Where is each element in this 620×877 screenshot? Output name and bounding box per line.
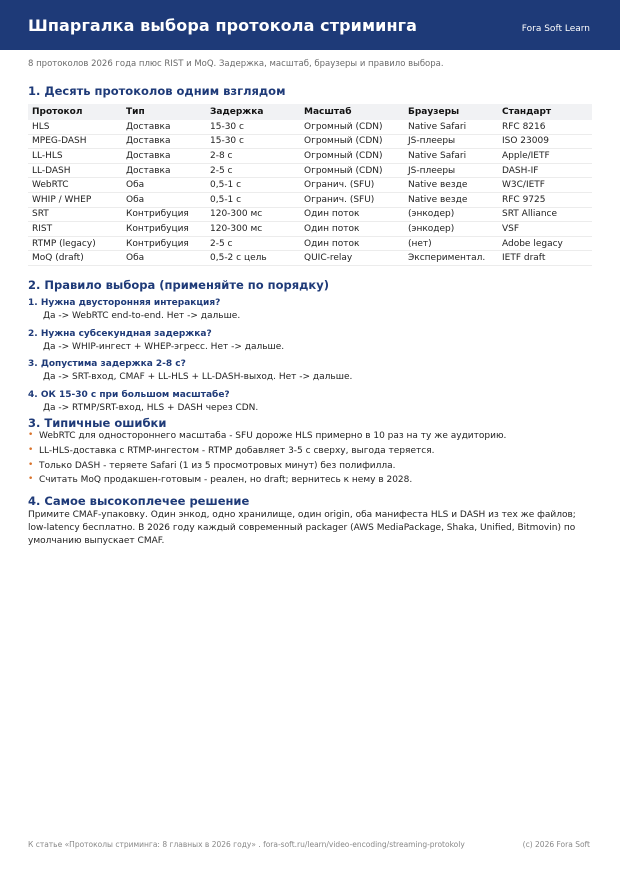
table-cell: Экспериментал. bbox=[404, 251, 498, 266]
list-item-text: Считать MoQ продакшен-готовым - реален, но draft; вернитесь к нему в 2028. bbox=[39, 475, 413, 486]
column-header: Масштаб bbox=[300, 104, 404, 120]
table-row bbox=[28, 120, 592, 134]
bullet-icon: • bbox=[28, 444, 34, 455]
section-4-heading: 4. Самое высокоплечее решение bbox=[28, 494, 250, 508]
table-cell: QUIC-relay bbox=[300, 251, 404, 266]
table-cell: W3C/IETF bbox=[498, 178, 592, 193]
table-cell: (энкодер) bbox=[404, 222, 498, 237]
table-cell: Native Safari bbox=[404, 120, 498, 134]
rule-item bbox=[28, 389, 598, 420]
list-item-text: WebRTC для одностороннего масштаба - SFU дороже HLS примерно в 10 раз на ту же аудиторию. bbox=[39, 431, 507, 441]
table-cell: 0,5-1 с bbox=[206, 178, 300, 193]
table-cell: Контрибуция bbox=[122, 222, 206, 237]
table-row bbox=[28, 149, 592, 164]
table-row bbox=[28, 163, 592, 178]
table-cell: Доставка bbox=[122, 149, 206, 164]
table-cell: Доставка bbox=[122, 120, 206, 134]
table-cell: WebRTC bbox=[28, 178, 122, 193]
table-cell: RTMP (legacy) bbox=[28, 236, 122, 251]
rule-answer: Да -> RTMP/SRT-вход, HLS + DASH через CDN. bbox=[43, 402, 259, 413]
rule-item bbox=[28, 297, 598, 328]
table-cell: VSF bbox=[498, 222, 592, 237]
list-item bbox=[28, 446, 598, 461]
table-row bbox=[28, 236, 592, 251]
table-cell: 0,5-1 с bbox=[206, 192, 300, 207]
table-cell: RFC 9725 bbox=[498, 192, 592, 207]
table-cell: Огранич. (SFU) bbox=[300, 192, 404, 207]
table-cell: LL-HLS bbox=[28, 149, 122, 164]
page-header bbox=[0, 0, 620, 50]
table-cell: Native везде bbox=[404, 178, 498, 193]
selection-rules bbox=[28, 297, 598, 419]
table-cell: 15-30 с bbox=[206, 134, 300, 149]
brand-label: Fora Soft Learn bbox=[521, 24, 590, 34]
column-header: Задержка bbox=[206, 104, 300, 120]
rule-question: 4. ОК 15-30 с при большом масштабе? bbox=[28, 389, 230, 400]
rule-item bbox=[28, 328, 598, 359]
table-cell: 120-300 мс bbox=[206, 207, 300, 222]
table-row bbox=[28, 192, 592, 207]
mistakes-list bbox=[28, 431, 598, 490]
table-cell: 120-300 мс bbox=[206, 222, 300, 237]
table-cell: Огромный (CDN) bbox=[300, 120, 404, 134]
table-cell: 2-5 с bbox=[206, 236, 300, 251]
table-cell: Доставка bbox=[122, 134, 206, 149]
table-cell: Один поток bbox=[300, 236, 404, 251]
table-cell: 2-5 с bbox=[206, 163, 300, 178]
table-cell: Доставка bbox=[122, 163, 206, 178]
rule-answer: Да -> WebRTC end-to-end. Нет -> дальше. bbox=[43, 311, 241, 321]
table-row bbox=[28, 207, 592, 222]
column-header: Протокол bbox=[28, 104, 122, 120]
table-cell: RIST bbox=[28, 222, 122, 237]
table-cell: Контрибуция bbox=[122, 236, 206, 251]
table-cell: 15-30 с bbox=[206, 120, 300, 134]
table-cell: Огромный (CDN) bbox=[300, 149, 404, 164]
table-cell: Оба bbox=[122, 192, 206, 207]
rule-answer: Да -> SRT-вход, CMAF + LL-HLS + LL-DASH-выход. Нет -> дальше. bbox=[43, 372, 353, 382]
table-cell: (нет) bbox=[404, 236, 498, 251]
rule-question: 2. Нужна субсекундная задержка? bbox=[28, 328, 212, 339]
table-row bbox=[28, 222, 592, 237]
table-cell: Контрибуция bbox=[122, 207, 206, 222]
table-cell: DASH-IF bbox=[498, 163, 592, 178]
table-row bbox=[28, 134, 592, 149]
table-cell: JS-плееры bbox=[404, 134, 498, 149]
page-subtitle: 8 протоколов 2026 года плюс RIST и MoQ. Задержка, масштаб, браузеры и правило выбора. bbox=[28, 59, 444, 69]
table-cell: MPEG-DASH bbox=[28, 134, 122, 149]
column-header: Тип bbox=[122, 104, 206, 120]
list-item bbox=[28, 475, 598, 490]
bullet-icon: • bbox=[28, 474, 34, 485]
table-cell: Native везде bbox=[404, 192, 498, 207]
bullet-icon: • bbox=[28, 459, 34, 470]
table-cell: SRT bbox=[28, 207, 122, 222]
table-cell: MoQ (draft) bbox=[28, 251, 122, 266]
table-row bbox=[28, 251, 592, 266]
list-item bbox=[28, 431, 598, 446]
rule-question: 1. Нужна двусторонняя интеракция? bbox=[28, 298, 221, 308]
table-cell: JS-плееры bbox=[404, 163, 498, 178]
table-cell: WHIP / WHEP bbox=[28, 192, 122, 207]
rule-answer: Да -> WHIP-ингест + WHEP-эгресс. Нет -> дальше. bbox=[43, 341, 285, 352]
table-cell: Один поток bbox=[300, 207, 404, 222]
table-cell: IETF draft bbox=[498, 251, 592, 266]
protocol-table bbox=[28, 104, 592, 266]
table-cell: Огромный (CDN) bbox=[300, 163, 404, 178]
list-item-text: Только DASH - теряете Safari (1 из 5 просмотровых минут) без полифилла. bbox=[39, 460, 396, 471]
table-cell: HLS bbox=[28, 120, 122, 134]
rule-question: 3. Допустима задержка 2-8 с? bbox=[28, 359, 186, 369]
table-cell: ISO 23009 bbox=[498, 134, 592, 149]
page-title: Шпаргалка выбора протокола стриминга bbox=[28, 16, 417, 35]
table-cell: Adobe legacy bbox=[498, 236, 592, 251]
table-cell: Оба bbox=[122, 178, 206, 193]
table-cell: (энкодер) bbox=[404, 207, 498, 222]
table-cell: RFC 8216 bbox=[498, 120, 592, 134]
table-cell: SRT Alliance bbox=[498, 207, 592, 222]
table-cell: 0,5-2 с цель bbox=[206, 251, 300, 266]
list-item-text: LL-HLS-доставка с RTMP-ингестом - RTMP добавляет 3-5 с сверху, выгода теряется. bbox=[39, 445, 435, 456]
final-recommendation: Примите CMAF-упаковку. Один энкод, одно хранилище, один origin, оба манифеста HLS и DASH из тех же файлов; low-latency бесплатно. В 2026 году каждый современный packager (AWS MediaPackage, Shaka, Unified, Bitmovin) по умолчанию выпускает CMAF. bbox=[28, 510, 576, 546]
list-item bbox=[28, 461, 598, 476]
footer-source: К статье «Протоколы стриминга: 8 главных в 2026 году» . fora-soft.ru/learn/video-encoding/streaming-protokoly bbox=[28, 840, 465, 849]
table-cell: Native Safari bbox=[404, 149, 498, 164]
table-cell: LL-DASH bbox=[28, 163, 122, 178]
table-cell: Оба bbox=[122, 251, 206, 266]
table-cell: Один поток bbox=[300, 222, 404, 237]
table-row bbox=[28, 178, 592, 193]
footer-copyright: (c) 2026 Fora Soft bbox=[522, 840, 590, 849]
section-2-heading: 2. Правило выбора (применяйте по порядку) bbox=[28, 278, 329, 292]
table-cell: Огромный (CDN) bbox=[300, 134, 404, 149]
table-header-row bbox=[28, 104, 592, 120]
rule-item bbox=[28, 358, 598, 389]
table-cell: Огранич. (SFU) bbox=[300, 178, 404, 193]
section-3-heading: 3. Типичные ошибки bbox=[28, 416, 167, 430]
table-cell: Apple/IETF bbox=[498, 149, 592, 164]
table-cell: 2-8 с bbox=[206, 149, 300, 164]
column-header: Стандарт bbox=[498, 104, 592, 120]
section-1-heading: 1. Десять протоколов одним взглядом bbox=[28, 84, 286, 98]
column-header: Браузеры bbox=[404, 104, 498, 120]
bullet-icon: • bbox=[28, 430, 34, 440]
